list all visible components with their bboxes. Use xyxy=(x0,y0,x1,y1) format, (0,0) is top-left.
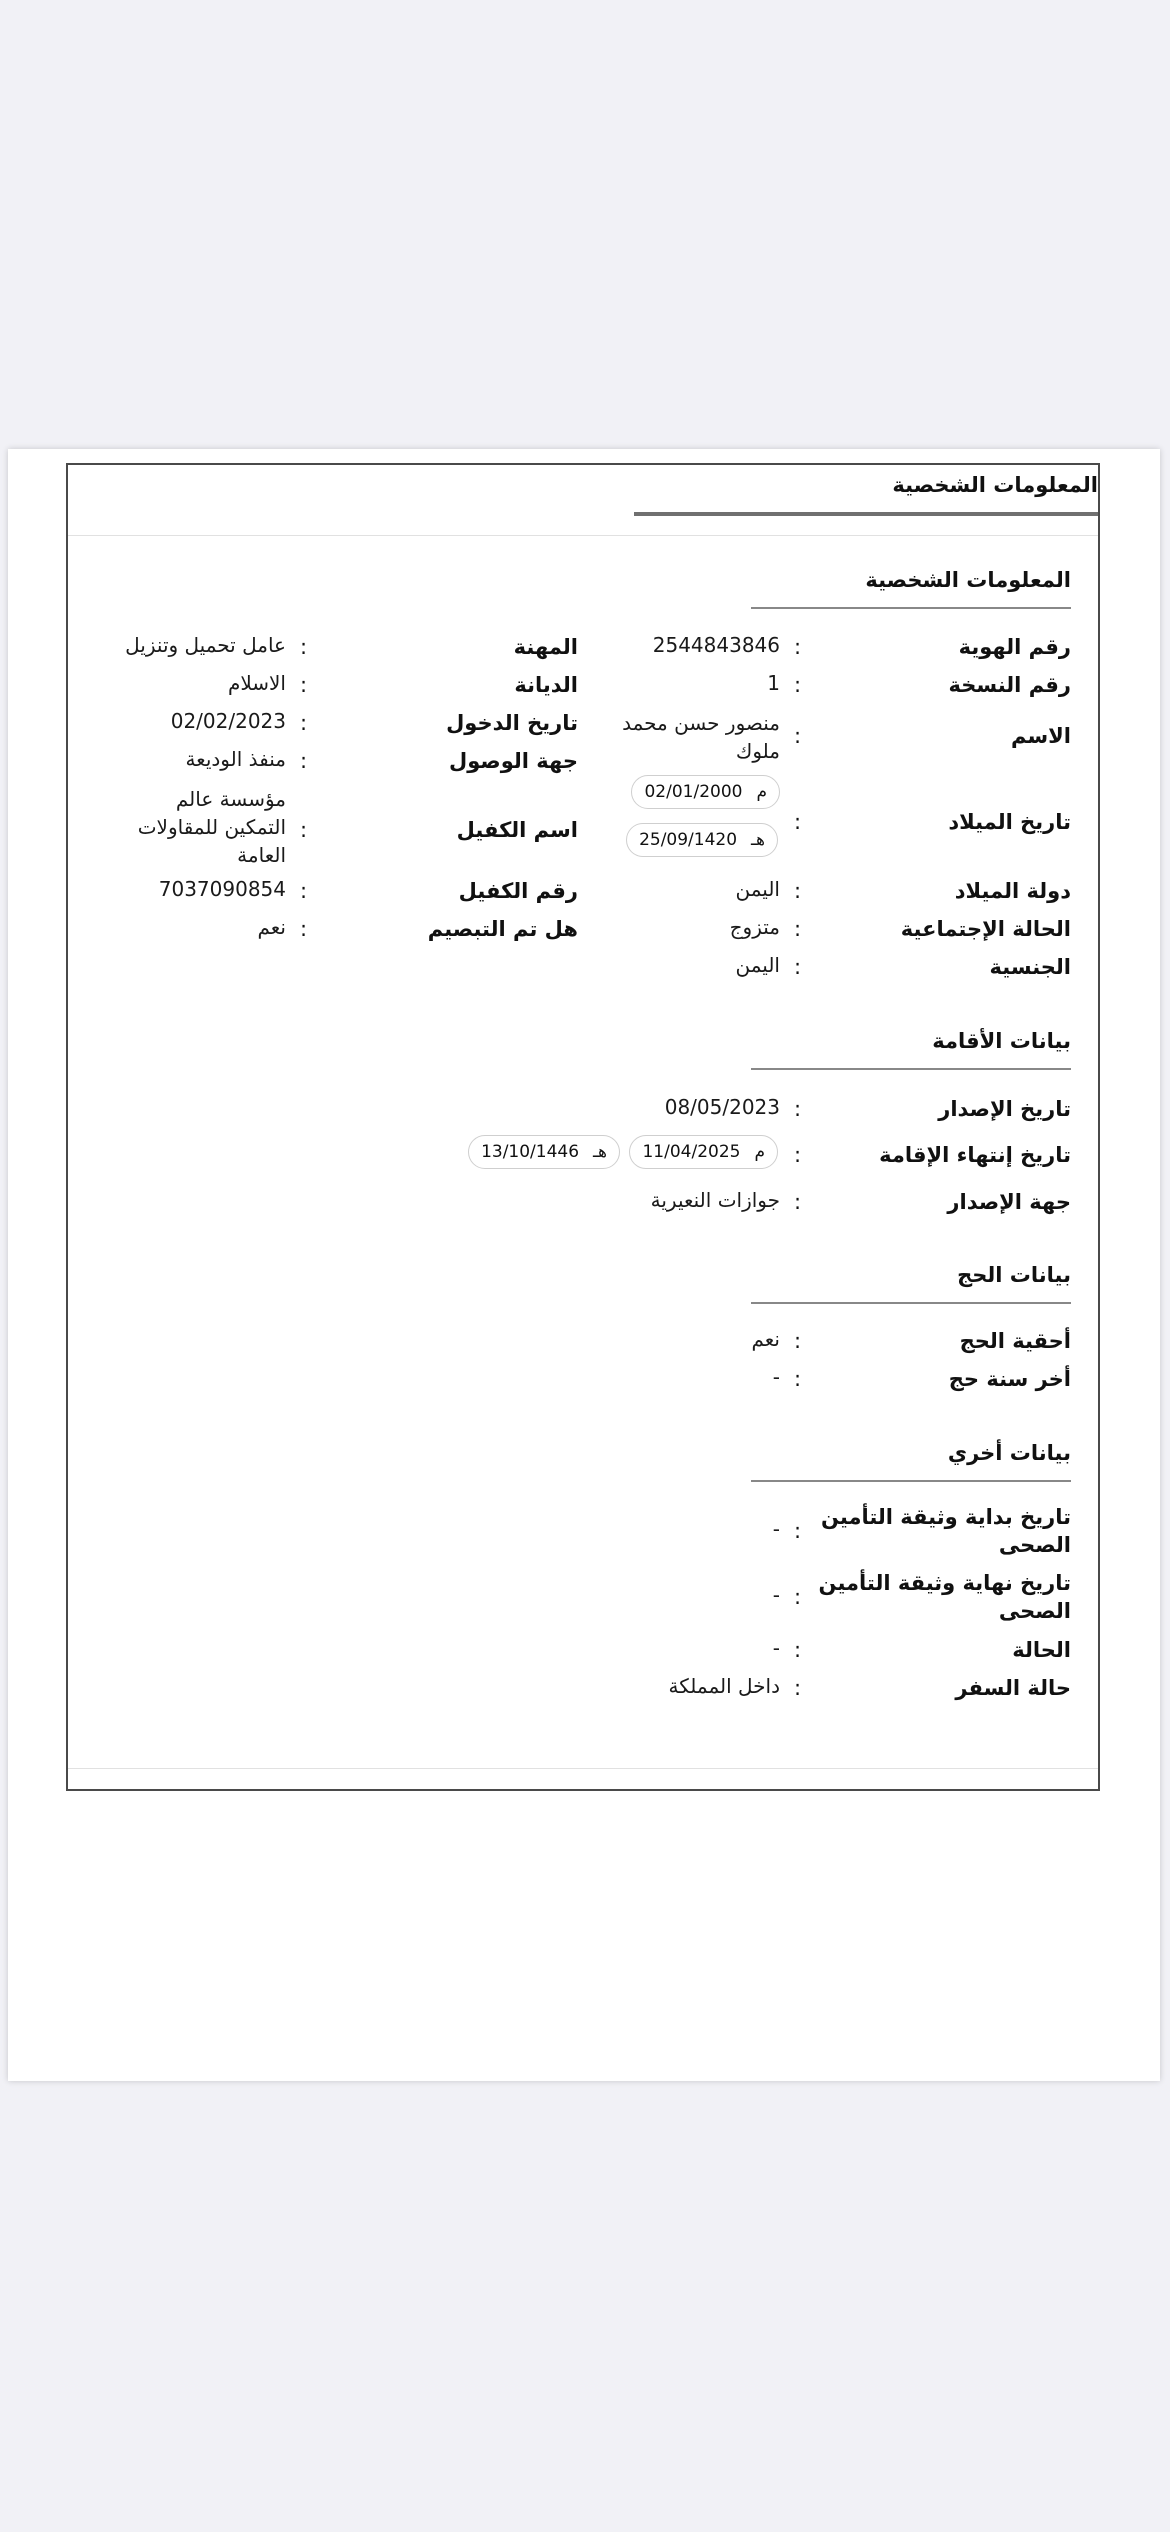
page-title: المعلومات الشخصية xyxy=(892,473,1098,497)
section-underline-residence xyxy=(751,1068,1071,1070)
value-name-line1: منصور حسن محمد xyxy=(622,711,780,735)
value-sponsor-name-line2: التمكين للمقاولات xyxy=(137,815,286,839)
value-status: - xyxy=(772,1636,780,1660)
colon: : xyxy=(794,1585,802,1609)
gregorian-suffix: م xyxy=(756,782,767,802)
section-title-personal: المعلومات الشخصية xyxy=(865,568,1071,592)
info-frame xyxy=(66,463,1100,1791)
birth-date-gregorian: 02/01/2000 xyxy=(644,782,743,802)
birth-date-hijri-pill xyxy=(626,823,778,857)
label-nationality: الجنسية xyxy=(989,955,1071,979)
birth-date-gregorian-pill xyxy=(631,775,780,809)
label-id-number: رقم الهوية xyxy=(958,635,1071,659)
colon: : xyxy=(794,1190,802,1214)
label-religion: الديانة xyxy=(514,673,578,697)
colon: : xyxy=(794,1519,802,1543)
colon: : xyxy=(794,1676,802,1700)
colon: : xyxy=(300,818,308,842)
colon: : xyxy=(794,810,802,834)
expiry-hijri: 13/10/1446 xyxy=(481,1142,580,1162)
label-issue-date: تاريخ الإصدار xyxy=(938,1097,1071,1121)
value-entry-date: 02/02/2023 xyxy=(170,709,286,733)
value-sponsor-name-line3: العامة xyxy=(237,843,286,867)
label-name: الاسم xyxy=(1011,724,1071,748)
label-birth-country: دولة الميلاد xyxy=(954,879,1071,903)
hijri-suffix: هـ xyxy=(751,830,765,850)
gregorian-suffix: م xyxy=(754,1142,765,1162)
section-title-residence: بيانات الأقامة xyxy=(932,1029,1071,1053)
label-marital-status: الحالة الإجتماعية xyxy=(900,917,1071,941)
value-last-hajj-year: - xyxy=(772,1365,780,1389)
label-status: الحالة xyxy=(1012,1638,1071,1662)
section-underline-hajj xyxy=(751,1302,1071,1304)
value-hajj-eligibility: نعم xyxy=(751,1327,780,1351)
colon: : xyxy=(794,1638,802,1662)
label-profession: المهنة xyxy=(513,635,578,659)
document-sheet xyxy=(8,449,1160,2081)
expiry-hijri-pill xyxy=(468,1135,620,1169)
value-birth-country: اليمن xyxy=(735,877,780,901)
value-fingerprinted: نعم xyxy=(257,915,286,939)
colon: : xyxy=(300,749,308,773)
colon: : xyxy=(794,1329,802,1353)
label-fingerprinted: هل تم التبصيم xyxy=(427,917,578,941)
value-id-number: 2544843846 xyxy=(652,633,780,657)
label-sponsor-number: رقم الكفيل xyxy=(458,879,578,903)
colon: : xyxy=(300,711,308,735)
value-sponsor-name-line1: مؤسسة عالم xyxy=(175,787,286,811)
colon: : xyxy=(300,673,308,697)
bottom-divider xyxy=(68,1768,1098,1769)
label-birth-date: تاريخ الميلاد xyxy=(948,810,1071,834)
label-insurance-start-line1: تاريخ بداية وثيقة التأمين xyxy=(820,1505,1071,1529)
colon: : xyxy=(300,917,308,941)
colon: : xyxy=(794,1097,802,1121)
section-underline-personal xyxy=(751,607,1071,609)
colon: : xyxy=(794,635,802,659)
value-issue-date: 08/05/2023 xyxy=(664,1095,780,1119)
section-title-other: بيانات أخري xyxy=(947,1441,1071,1465)
colon: : xyxy=(794,917,802,941)
hijri-suffix: هـ xyxy=(593,1142,607,1162)
birth-date-hijri: 25/09/1420 xyxy=(639,830,738,850)
colon: : xyxy=(794,1367,802,1391)
label-last-hajj-year: أخر سنة حج xyxy=(948,1367,1071,1391)
label-residence-expiry: تاريخ إنتهاء الإقامة xyxy=(879,1143,1071,1167)
value-travel-status: داخل المملكة xyxy=(668,1674,780,1698)
value-nationality: اليمن xyxy=(735,953,780,977)
colon: : xyxy=(794,879,802,903)
label-sponsor-name: اسم الكفيل xyxy=(456,818,578,842)
expiry-gregorian-pill xyxy=(629,1135,778,1169)
value-insurance-end: - xyxy=(772,1583,780,1607)
label-copy-number: رقم النسخة xyxy=(948,673,1071,697)
label-insurance-end-line2: الصحى xyxy=(998,1599,1071,1623)
value-insurance-start: - xyxy=(772,1517,780,1541)
colon: : xyxy=(794,955,802,979)
colon: : xyxy=(794,724,802,748)
label-arrival-point: جهة الوصول xyxy=(449,749,578,773)
expiry-gregorian: 11/04/2025 xyxy=(642,1142,741,1162)
colon: : xyxy=(300,635,308,659)
label-insurance-end-line1: تاريخ نهاية وثيقة التأمين xyxy=(818,1571,1071,1595)
label-issuer: جهة الإصدار xyxy=(947,1190,1071,1214)
section-title-hajj: بيانات الحج xyxy=(957,1263,1071,1287)
value-sponsor-number: 7037090854 xyxy=(158,877,286,901)
value-marital-status: متزوج xyxy=(729,915,780,939)
label-insurance-start-line2: الصحى xyxy=(998,1533,1071,1557)
label-hajj-eligibility: أحقية الحج xyxy=(959,1329,1071,1353)
value-religion: الاسلام xyxy=(227,671,286,695)
colon: : xyxy=(300,879,308,903)
value-issuer: جوازات النعيرية xyxy=(650,1188,780,1212)
top-divider xyxy=(68,535,1098,536)
value-arrival-point: منفذ الوديعة xyxy=(185,747,286,771)
label-travel-status: حالة السفر xyxy=(955,1676,1071,1700)
value-profession: عامل تحميل وتنزيل xyxy=(125,633,286,657)
value-copy-number: 1 xyxy=(767,671,780,695)
label-entry-date: تاريخ الدخول xyxy=(446,711,578,735)
colon: : xyxy=(794,673,802,697)
title-underline xyxy=(634,512,1098,516)
section-underline-other xyxy=(751,1480,1071,1482)
value-name-line2: ملوك xyxy=(735,739,780,763)
colon: : xyxy=(794,1143,802,1167)
